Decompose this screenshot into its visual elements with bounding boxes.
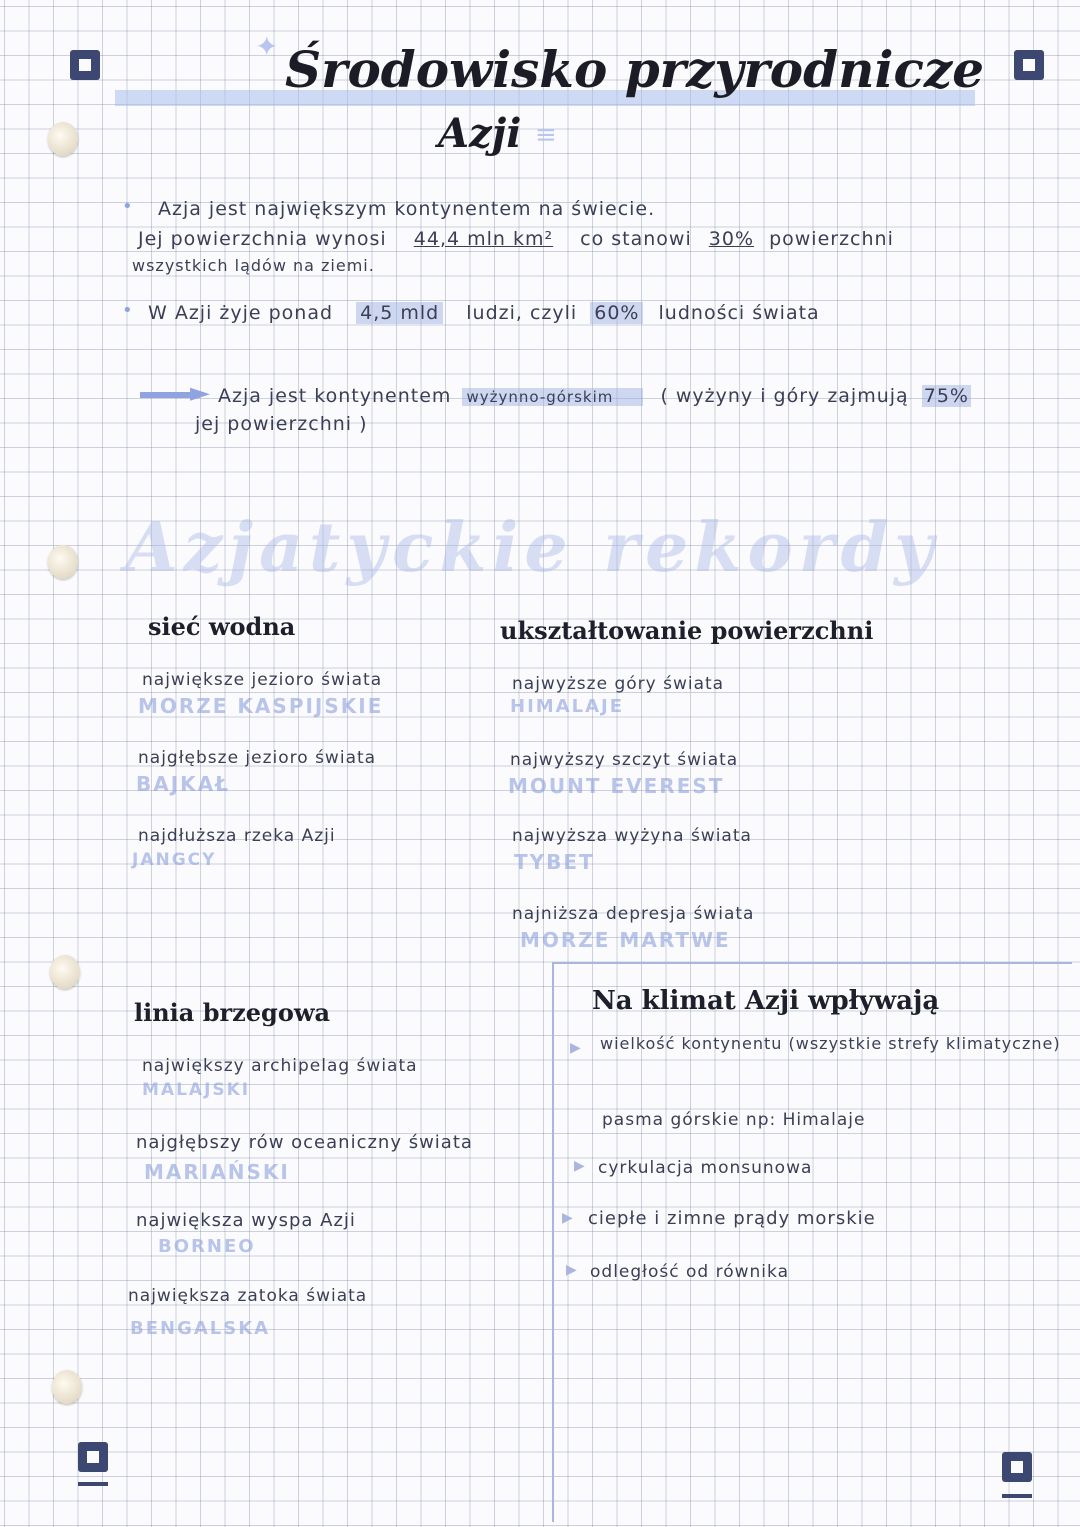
- corner-mark-bottom-left-bar: [78, 1482, 108, 1486]
- water-q-1: największe jezioro świata: [142, 670, 383, 690]
- climate-factor-4: ciepłe i zimne prądy morskie: [588, 1208, 876, 1229]
- population-line: [148, 302, 820, 324]
- coast-q-4: największa zatoka świata: [128, 1286, 368, 1306]
- binder-hole: [52, 1370, 82, 1404]
- water-q-2: najgłębsze jezioro świata: [138, 748, 377, 768]
- relief-q-1: najwyższe góry świata: [512, 674, 725, 694]
- intro-line-2-b: co stanowi: [580, 228, 692, 250]
- climate-factor-1: wielkość kontynentu (wszystkie strefy klimatyczne): [600, 1034, 1061, 1053]
- coast-a-2: MARIAŃSKI: [144, 1160, 290, 1184]
- relief-a-4: MORZE MARTWE: [520, 928, 731, 952]
- climate-box-top: [552, 962, 1072, 964]
- binder-hole: [50, 955, 80, 989]
- relief-q-4: najniższa depresja świata: [512, 904, 755, 924]
- binder-hole: [48, 122, 78, 156]
- relief-summary-b: ( wyżyny i góry zajmują: [660, 385, 909, 407]
- triangle-bullet-icon: ▶: [562, 1210, 573, 1226]
- corner-mark-top-right: [1014, 50, 1044, 80]
- relief-percent: 75%: [923, 385, 969, 407]
- relief-a-1: HIMALAJE: [510, 696, 624, 717]
- relief-q-2: najwyższy szczyt świata: [510, 750, 739, 770]
- water-a-3: JANGCY: [132, 850, 217, 870]
- intro-line-3: wszystkich lądów na ziemi.: [132, 256, 375, 275]
- page-subtitle: Azji: [438, 110, 522, 157]
- coast-heading: linia brzegowa: [134, 998, 331, 1027]
- climate-factor-3: cyrkulacja monsunowa: [598, 1158, 813, 1178]
- intro-line-1: Azja jest największym kontynentem na świecie.: [158, 198, 656, 220]
- intro-line-2-a: Jej powierzchnia wynosi: [138, 228, 387, 250]
- coast-a-1: MALAJSKI: [142, 1080, 251, 1100]
- relief-q-3: najwyższa wyżyna świata: [512, 826, 752, 846]
- sparkle-lines-icon: ≡: [535, 120, 557, 150]
- water-a-2: BAJKAŁ: [136, 772, 230, 796]
- asia-area: 44,4 mln km²: [413, 228, 554, 250]
- climate-factor-5: odległość od równika: [590, 1262, 789, 1282]
- intro-line-2: [138, 228, 894, 250]
- triangle-bullet-icon: ▶: [566, 1262, 577, 1278]
- corner-mark-bottom-left: [78, 1442, 108, 1472]
- corner-mark-bottom-right-bar: [1002, 1494, 1032, 1498]
- population-percent: 60%: [590, 302, 643, 324]
- binder-hole: [48, 545, 78, 579]
- asia-area-percent: 30%: [708, 228, 755, 250]
- coast-q-2: najgłębszy rów oceaniczny świata: [136, 1132, 473, 1153]
- corner-mark-top-left: [70, 50, 100, 80]
- coast-a-4: BENGALSKA: [130, 1318, 271, 1339]
- relief-a-3: TYBET: [514, 850, 595, 874]
- relief-a-2: MOUNT EVEREST: [508, 774, 725, 798]
- intro-line-2-c: powierzchni: [769, 228, 894, 250]
- page-title: Środowisko przyrodnicze: [285, 40, 985, 99]
- relief-summary-a: Azja jest kontynentem: [218, 385, 452, 407]
- records-heading: Azjatyckie rekordy: [125, 508, 940, 588]
- triangle-bullet-icon: ▶: [570, 1040, 581, 1056]
- relief-type: wyżynno-górskim: [462, 388, 643, 406]
- population-a: W Azji żyje ponad: [148, 302, 334, 324]
- bullet-icon: •: [122, 196, 133, 217]
- climate-heading: Na klimat Azji wpływają: [592, 986, 940, 1016]
- asia-population: 4,5 mld: [356, 302, 443, 324]
- corner-mark-bottom-right: [1002, 1452, 1032, 1482]
- sparkle-icon: ✦: [255, 30, 279, 63]
- climate-factor-2: pasma górskie np: Himalaje: [602, 1110, 866, 1130]
- population-b: ludzi, czyli: [466, 302, 578, 324]
- water-heading: sieć wodna: [148, 612, 296, 641]
- population-c: ludności świata: [658, 302, 820, 324]
- relief-summary-line: [218, 385, 971, 407]
- coast-q-3: największa wyspa Azji: [136, 1210, 356, 1231]
- coast-a-3: BORNEO: [158, 1236, 256, 1257]
- relief-heading: ukształtowanie powierzchni: [500, 616, 874, 645]
- triangle-bullet-icon: ▶: [574, 1158, 585, 1174]
- water-a-1: MORZE KASPIJSKIE: [138, 694, 384, 718]
- coast-q-1: największy archipelag świata: [142, 1056, 418, 1076]
- bullet-icon: •: [122, 300, 133, 321]
- water-q-3: najdłuższa rzeka Azji: [138, 826, 336, 846]
- relief-summary-c: jej powierzchni ): [195, 413, 368, 435]
- climate-box-left: [552, 962, 554, 1522]
- arrow-head-icon: ►: [190, 378, 210, 408]
